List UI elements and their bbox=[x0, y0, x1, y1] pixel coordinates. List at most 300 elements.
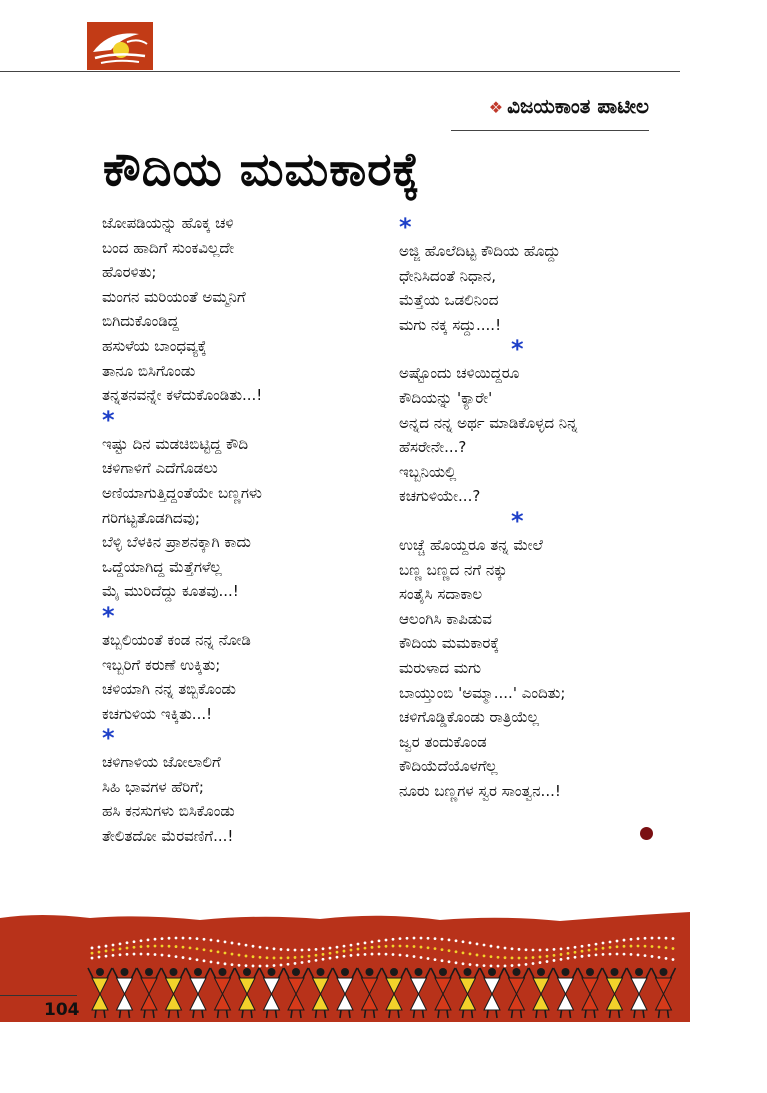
poem-line: ಮೈ ಮುರಿದೆದ್ದು ಕೂತವು...! bbox=[102, 582, 239, 601]
decorative-dot bbox=[154, 945, 157, 948]
decorative-dot bbox=[518, 957, 521, 960]
decorative-dot bbox=[546, 948, 549, 951]
poem-line: ಹೆಸರೇನೇ...? bbox=[399, 438, 467, 457]
footer-artwork bbox=[0, 912, 690, 1022]
stanza-separator-star: * bbox=[102, 405, 115, 434]
decorative-dot bbox=[287, 963, 290, 966]
decorative-dot bbox=[133, 940, 136, 943]
decorative-dot bbox=[539, 961, 542, 964]
decorative-dot bbox=[392, 953, 395, 956]
decorative-dot bbox=[609, 941, 612, 944]
decorative-dot bbox=[329, 957, 332, 960]
poem-line: ನೂರು ಬಣ್ಣಗಳ ಸ್ವರ ಸಾಂತ್ವನ...! bbox=[399, 781, 561, 800]
decorative-dot bbox=[357, 948, 360, 951]
decorative-dot bbox=[525, 963, 528, 966]
decorative-dot bbox=[651, 955, 654, 958]
decorative-dot bbox=[476, 943, 479, 946]
decorative-dot bbox=[441, 959, 444, 962]
decorative-dot bbox=[413, 945, 416, 948]
decorative-dot bbox=[357, 953, 360, 956]
decorative-dot bbox=[259, 965, 262, 968]
decorative-dot bbox=[644, 937, 647, 940]
decorative-dot bbox=[518, 964, 521, 967]
decorative-dot bbox=[315, 959, 318, 962]
decorative-dot bbox=[98, 946, 101, 949]
decorative-dot bbox=[259, 956, 262, 959]
decorative-dot bbox=[203, 959, 206, 962]
decorative-dot bbox=[168, 945, 171, 948]
decorative-dot bbox=[434, 937, 437, 940]
decorative-dot bbox=[385, 945, 388, 948]
decorative-dot bbox=[469, 963, 472, 966]
decorative-dot bbox=[616, 945, 619, 948]
decorative-dot bbox=[581, 945, 584, 948]
decorative-dot bbox=[448, 939, 451, 942]
decorative-dot bbox=[532, 956, 535, 959]
decorative-dot bbox=[476, 964, 479, 967]
poem-line: ಅಣಿಯಾಗುತ್ತಿದ್ದಂತೆಯೇ ಬಣ್ಣಗಳು bbox=[102, 483, 262, 502]
stanza-separator-star: * bbox=[511, 335, 524, 364]
decorative-dot bbox=[161, 954, 164, 957]
decorative-dot bbox=[147, 945, 150, 948]
decorative-dot bbox=[525, 948, 528, 951]
decorative-dot bbox=[231, 942, 234, 945]
decorative-dot bbox=[651, 945, 654, 948]
decorative-dot bbox=[399, 954, 402, 957]
decorative-dot bbox=[329, 952, 332, 955]
poem-line: ಒದ್ದೆಯಾಗಿದ್ದ ಮೆತ್ತೆಗಳೆಲ್ಲ bbox=[102, 557, 222, 576]
decorative-dot bbox=[266, 964, 269, 967]
decorative-dot bbox=[182, 956, 185, 959]
decorative-dot bbox=[511, 964, 514, 967]
author-byline bbox=[489, 94, 649, 118]
decorative-dot bbox=[427, 946, 430, 949]
decorative-dot bbox=[189, 946, 192, 949]
decorative-dot bbox=[245, 944, 248, 947]
poem-line: ಇಷ್ಟು ದಿನ ಮಡಚಿಬಿಟ್ಟಿದ್ದ ಕೌದಿ bbox=[102, 434, 249, 453]
decorative-dot bbox=[637, 954, 640, 957]
decorative-dot bbox=[315, 954, 318, 957]
poem-line: ಮಂಗನ ಮರಿಯಂತೆ ಅಮ್ಮನಿಗೆ bbox=[102, 287, 246, 306]
poem-line: ಕೌದಿಯ ಮಮಕಾರಕ್ಕೆ bbox=[399, 634, 500, 653]
poem-line: ಹೊರಳಿತು; bbox=[102, 263, 157, 282]
decorative-dot bbox=[525, 956, 528, 959]
poem-line: ಕೌದಿಯೆದೆಯೊಳಗೆಲ್ಲ bbox=[399, 757, 498, 776]
decorative-dot bbox=[238, 943, 241, 946]
decorative-dot bbox=[287, 956, 290, 959]
poem-line: ಚಳಿಗಾಳಿಗೆ ಎದೆಗೊಡಲು bbox=[102, 459, 218, 478]
decorative-dot bbox=[567, 947, 570, 950]
poem-line: ಅಜ್ಜಿ ಹೊಲೆದಿಟ್ಟ ಕೌದಿಯ ಹೊದ್ದು bbox=[399, 242, 561, 260]
decorative-dot bbox=[483, 954, 486, 957]
decorative-dot bbox=[616, 940, 619, 943]
decorative-dot bbox=[91, 957, 94, 960]
poem-line: ಚಳಿಯಾಗಿ ನನ್ನ ತಬ್ಬಿಕೊಂಡು bbox=[102, 680, 236, 699]
decorative-dot bbox=[147, 953, 150, 956]
decorative-dot bbox=[105, 955, 108, 958]
poem-line: ಕೌದಿಯನ್ನು 'ಕ್ಯಾರೇ' bbox=[399, 388, 493, 407]
decorative-dot bbox=[581, 955, 584, 958]
decorative-dot bbox=[644, 945, 647, 948]
decorative-dot bbox=[119, 953, 122, 956]
decorative-dot bbox=[448, 949, 451, 952]
poem-line: ಬಿಗಿದುಕೊಂಡಿದ್ದ bbox=[102, 312, 179, 331]
poem-line: ಗರಿಗಟ್ಟತೊಡಗಿದವು; bbox=[102, 508, 200, 527]
poem-line: ಜೋಪಡಿಯನ್ನು ಹೊಕ್ಕ ಚಳಿ bbox=[102, 214, 234, 232]
decorative-dot bbox=[98, 951, 101, 954]
decorative-dot bbox=[112, 948, 115, 951]
decorative-dot bbox=[497, 965, 500, 968]
decorative-dot bbox=[252, 945, 255, 948]
decorative-dot bbox=[602, 947, 605, 950]
decorative-dot bbox=[336, 951, 339, 954]
decorative-dot bbox=[294, 956, 297, 959]
decorative-dot bbox=[553, 948, 556, 951]
poem-line: ಬಣ್ಣ ಬಣ್ಣದ ನಗೆ ನಕ್ಕು bbox=[399, 560, 508, 579]
poem-line: ಬಂದ ಹಾದಿಗೆ ಸುಂಕವಿಲ್ಲದೇ bbox=[102, 238, 235, 257]
decorative-dot bbox=[371, 946, 374, 949]
decorative-dot bbox=[140, 939, 143, 942]
decorative-dot bbox=[427, 937, 430, 940]
decorative-dot bbox=[490, 955, 493, 958]
decorative-dot bbox=[322, 958, 325, 961]
decorative-dot bbox=[665, 946, 668, 949]
decorative-dot bbox=[574, 951, 577, 954]
decorative-dot bbox=[196, 958, 199, 961]
decorative-dot bbox=[546, 955, 549, 958]
decorative-dot bbox=[609, 946, 612, 949]
decorative-dot bbox=[392, 938, 395, 941]
poem-line: ಸಂತೈಸಿ ಸದಾಕಾಲ bbox=[399, 585, 483, 604]
decorative-dot bbox=[602, 942, 605, 945]
stanza-separator-star: * bbox=[102, 601, 115, 630]
poem-line: ಹಸುಳೆಯ ಬಾಂಧವ್ಯಕ್ಕೆ bbox=[102, 336, 207, 355]
decorative-dot bbox=[595, 943, 598, 946]
decorative-dot bbox=[217, 962, 220, 965]
decorative-dot bbox=[224, 940, 227, 943]
decorative-dot bbox=[511, 957, 514, 960]
poem-line: ತನ್ನತನವನ್ನೇ ಕಳೆದುಕೊಂಡಿತು...! bbox=[102, 386, 263, 405]
decorative-dot bbox=[434, 958, 437, 961]
decorative-dot bbox=[91, 947, 94, 950]
decorative-dot bbox=[154, 938, 157, 941]
decorative-dot bbox=[343, 945, 346, 948]
decorative-dot bbox=[161, 937, 164, 940]
poem-line: ಇಬ್ಬನಿಯಲ್ಲಿ bbox=[399, 462, 457, 481]
end-mark-dot bbox=[640, 827, 653, 840]
decorative-dot bbox=[616, 953, 619, 956]
decorative-dot bbox=[595, 948, 598, 951]
poem-title: ಕೌದಿಯ ಮಮಕಾರಕ್ಕೆ bbox=[103, 142, 421, 196]
decorative-dot bbox=[378, 945, 381, 948]
stanza-separator-star: * bbox=[511, 506, 524, 535]
decorative-dot bbox=[469, 941, 472, 944]
decorative-dot bbox=[441, 948, 444, 951]
decorative-dot bbox=[609, 953, 612, 956]
magazine-logo bbox=[87, 22, 153, 70]
decorative-dot bbox=[280, 957, 283, 960]
decorative-dot bbox=[455, 939, 458, 942]
decorative-dot bbox=[245, 964, 248, 967]
stanza-separator-star: * bbox=[399, 213, 412, 241]
decorative-dot bbox=[308, 960, 311, 963]
decorative-dot bbox=[588, 949, 591, 952]
bullet-icon: ❖ bbox=[488, 98, 504, 117]
decorative-dot bbox=[378, 939, 381, 942]
decorative-dot bbox=[336, 956, 339, 959]
decorative-dot bbox=[399, 945, 402, 948]
decorative-dot bbox=[630, 953, 633, 956]
decorative-dot bbox=[357, 943, 360, 946]
decorative-dot bbox=[196, 937, 199, 940]
page-number: 104 bbox=[44, 1000, 80, 1020]
decorative-dot bbox=[560, 958, 563, 961]
decorative-dot bbox=[126, 941, 129, 944]
decorative-dot bbox=[238, 964, 241, 967]
decorative-dot bbox=[175, 945, 178, 948]
decorative-dot bbox=[308, 955, 311, 958]
poem-line: ಅಷ್ಟೊಂದು ಚಳಿಯಿದ್ದರೂ bbox=[399, 364, 520, 383]
decorative-dot bbox=[245, 955, 248, 958]
decorative-dot bbox=[301, 949, 304, 952]
decorative-dot bbox=[504, 947, 507, 950]
author-underline bbox=[451, 130, 649, 131]
decorative-dot bbox=[196, 947, 199, 950]
decorative-dot bbox=[259, 946, 262, 949]
decorative-dot bbox=[623, 953, 626, 956]
decorative-dot bbox=[532, 962, 535, 965]
poem-line: ಧೇನಿಸಿದಂತೆ ನಿಧಾನ, bbox=[399, 266, 497, 285]
decorative-dot bbox=[413, 937, 416, 940]
decorative-dot bbox=[448, 960, 451, 963]
author-name: ವಿಜಯಕಾಂತ ಪಾಟೀಲ bbox=[507, 94, 649, 118]
header-divider bbox=[0, 71, 680, 72]
decorative-dot bbox=[441, 938, 444, 941]
decorative-dot bbox=[343, 955, 346, 958]
decorative-dot bbox=[595, 953, 598, 956]
decorative-dot bbox=[217, 939, 220, 942]
decorative-dot bbox=[406, 945, 409, 948]
decorative-dot bbox=[483, 944, 486, 947]
decorative-dot bbox=[511, 947, 514, 950]
decorative-dot bbox=[672, 937, 675, 940]
poem-line: ಬೆಳ್ಳಿ ಬೆಳಕಿನ ಪ್ರಾಶನಕ್ಕಾಗಿ ಕಾದು bbox=[102, 533, 251, 552]
decorative-dot bbox=[581, 950, 584, 953]
decorative-dot bbox=[399, 937, 402, 940]
poem-left-column bbox=[102, 211, 382, 849]
decorative-dot bbox=[336, 946, 339, 949]
decorative-dot bbox=[210, 939, 213, 942]
page-number-rule bbox=[0, 995, 77, 996]
decorative-dot bbox=[462, 940, 465, 943]
poem-line: ಕಚಗುಳಿಯೇ...? bbox=[399, 487, 481, 506]
decorative-dot bbox=[252, 965, 255, 968]
decorative-dot bbox=[630, 938, 633, 941]
decorative-dot bbox=[553, 959, 556, 962]
decorative-dot bbox=[637, 937, 640, 940]
decorative-dot bbox=[469, 953, 472, 956]
decorative-dot bbox=[644, 954, 647, 957]
decorative-dot bbox=[532, 949, 535, 952]
decorative-dot bbox=[455, 961, 458, 964]
decorative-dot bbox=[350, 949, 353, 952]
decorative-dot bbox=[476, 954, 479, 957]
decorative-dot bbox=[588, 944, 591, 947]
decorative-dot bbox=[539, 949, 542, 952]
poem-line: ತಬ್ಬಲಿಯಂತೆ ಕಂಡ ನನ್ನ ನೋಡಿ bbox=[102, 630, 251, 649]
decorative-dot bbox=[231, 963, 234, 966]
decorative-dot bbox=[371, 940, 374, 943]
decorative-dot bbox=[273, 947, 276, 950]
decorative-dot bbox=[217, 950, 220, 953]
decorative-dot bbox=[630, 945, 633, 948]
decorative-dot bbox=[490, 965, 493, 968]
decorative-dot bbox=[224, 952, 227, 955]
decorative-dot bbox=[119, 948, 122, 951]
decorative-dot bbox=[420, 956, 423, 959]
decorative-dot bbox=[315, 948, 318, 951]
decorative-dot bbox=[602, 953, 605, 956]
poem-line: ಉಚ್ಚೆ ಹೊಯ್ದರೂ ತನ್ನ ಮೇಲೆ bbox=[399, 535, 543, 554]
decorative-dot bbox=[637, 945, 640, 948]
decorative-dot bbox=[623, 939, 626, 942]
decorative-dot bbox=[105, 945, 108, 948]
decorative-dot bbox=[175, 955, 178, 958]
decorative-dot bbox=[161, 945, 164, 948]
decorative-dot bbox=[504, 964, 507, 967]
decorative-dot bbox=[546, 960, 549, 963]
decorative-dot bbox=[658, 956, 661, 959]
decorative-dot bbox=[665, 957, 668, 960]
decorative-dot bbox=[350, 954, 353, 957]
poem-line: ತೇಲಿತದೋ ಮೆರವಣಿಗೆ...! bbox=[102, 827, 234, 846]
decorative-dot bbox=[567, 952, 570, 955]
poem-line: ಮರುಳಾದ ಮಗು bbox=[399, 658, 482, 677]
decorative-dot bbox=[420, 937, 423, 940]
decorative-dot bbox=[231, 953, 234, 956]
poem-line: ಕಚಗುಳಿಯ ಇಕ್ಕಿತು...! bbox=[102, 704, 213, 723]
poem-line: ಚಳಿಗಾಳಿಯ ಜೋಲಾಲಿಗೆ bbox=[102, 753, 221, 772]
decorative-dot bbox=[350, 944, 353, 947]
decorative-dot bbox=[672, 947, 675, 950]
decorative-dot bbox=[665, 937, 668, 940]
decorative-dot bbox=[301, 961, 304, 964]
poem-line: ತಾನೂ ಬಿಸಿಗೊಂಡು bbox=[102, 361, 196, 380]
decorative-dot bbox=[210, 949, 213, 952]
decorative-dot bbox=[434, 947, 437, 950]
poem-line: ಜ್ವರ ತಂದುಕೊಂಡ bbox=[399, 732, 487, 751]
decorative-dot bbox=[154, 953, 157, 956]
decorative-dot bbox=[406, 937, 409, 940]
decorative-dot bbox=[203, 938, 206, 941]
decorative-dot bbox=[287, 948, 290, 951]
decorative-dot bbox=[658, 937, 661, 940]
decorative-dot bbox=[567, 957, 570, 960]
decorative-dot bbox=[147, 938, 150, 941]
decorative-dot bbox=[238, 954, 241, 957]
poem-right-column bbox=[399, 215, 699, 803]
decorative-dot bbox=[392, 945, 395, 948]
decorative-dot bbox=[294, 962, 297, 965]
decorative-dot bbox=[112, 954, 115, 957]
decorative-dot bbox=[119, 943, 122, 946]
decorative-dot bbox=[175, 937, 178, 940]
poem-line: ಸಿಹಿ ಭಾವಗಳ ಹೆರಿಗೆ; bbox=[102, 777, 204, 796]
decorative-dot bbox=[427, 957, 430, 960]
decorative-dot bbox=[280, 964, 283, 967]
decorative-dot bbox=[189, 937, 192, 940]
decorative-dot bbox=[112, 944, 115, 947]
decorative-dot bbox=[168, 954, 171, 957]
decorative-dot bbox=[560, 947, 563, 950]
decorative-dot bbox=[504, 956, 507, 959]
poem-line: ಇಬ್ಬರಿಗೆ ಕರುಣೆ ಉಕ್ಕಿತು; bbox=[102, 655, 221, 674]
decorative-dot bbox=[574, 946, 577, 949]
poem-line: ಅನ್ನದ ನನ್ನ ಅರ್ಥ ಮಾಡಿಕೊಳ್ಳದ ನಿನ್ನ bbox=[399, 413, 578, 432]
decorative-dot bbox=[364, 947, 367, 950]
decorative-dot bbox=[273, 957, 276, 960]
decorative-dot bbox=[273, 964, 276, 967]
poem-line: ಹಸಿ ಕನಸುಗಳು ಬಿಸಿಕೊಂಡು bbox=[102, 802, 235, 821]
decorative-dot bbox=[343, 950, 346, 953]
decorative-dot bbox=[588, 954, 591, 957]
decorative-dot bbox=[308, 948, 311, 951]
poem-line: ಚಳಿಗೊಡ್ಡಿಕೊಂಡು ರಾತ್ರಿಯೆಲ್ಲ bbox=[399, 708, 540, 727]
decorative-dot bbox=[364, 942, 367, 945]
decorative-dot bbox=[623, 945, 626, 948]
decorative-dot bbox=[126, 947, 129, 950]
decorative-dot bbox=[574, 956, 577, 959]
decorative-dot bbox=[672, 958, 675, 961]
decorative-dot bbox=[483, 964, 486, 967]
decorative-dot bbox=[539, 956, 542, 959]
decorative-dot bbox=[406, 954, 409, 957]
decorative-dot bbox=[133, 946, 136, 949]
decorative-dot bbox=[98, 956, 101, 959]
decorative-dot bbox=[210, 960, 213, 963]
decorative-dot bbox=[322, 947, 325, 950]
decorative-dot bbox=[462, 951, 465, 954]
decorative-dot bbox=[420, 946, 423, 949]
decorative-dot bbox=[294, 949, 297, 952]
decorative-dot bbox=[189, 957, 192, 960]
decorative-dot bbox=[140, 953, 143, 956]
decorative-dot bbox=[203, 948, 206, 951]
decorative-dot bbox=[301, 955, 304, 958]
decorative-dot bbox=[455, 950, 458, 953]
decorative-dot bbox=[651, 937, 654, 940]
decorative-dot bbox=[378, 953, 381, 956]
decorative-dot bbox=[126, 953, 129, 956]
decorative-dot bbox=[462, 962, 465, 965]
decorative-dot bbox=[553, 954, 556, 957]
decorative-dot bbox=[266, 947, 269, 950]
stanza-separator-star: * bbox=[102, 724, 115, 753]
poem-line: ಆಲಂಗಿಸಿ ಕಾಪಿಡುವ bbox=[399, 609, 492, 628]
decorative-dot bbox=[364, 953, 367, 956]
decorative-dot bbox=[497, 956, 500, 959]
decorative-dot bbox=[224, 962, 227, 965]
decorative-dot bbox=[490, 945, 493, 948]
decorative-dot bbox=[182, 937, 185, 940]
decorative-dot bbox=[322, 953, 325, 956]
decorative-dot bbox=[280, 948, 283, 951]
decorative-dot bbox=[91, 952, 94, 955]
poem-line: ಮಗು ನಕ್ಕ ಸದ್ದು....! bbox=[399, 315, 502, 334]
poem-line: ಬಾಯ್ತುಂಬಿ 'ಅಮ್ಮಾ....' ಎಂದಿತು; bbox=[399, 683, 566, 702]
decorative-dot bbox=[371, 953, 374, 956]
poem-line: ಮೆತ್ತೆಯ ಒಡಲಿನಿಂದ bbox=[399, 291, 499, 310]
